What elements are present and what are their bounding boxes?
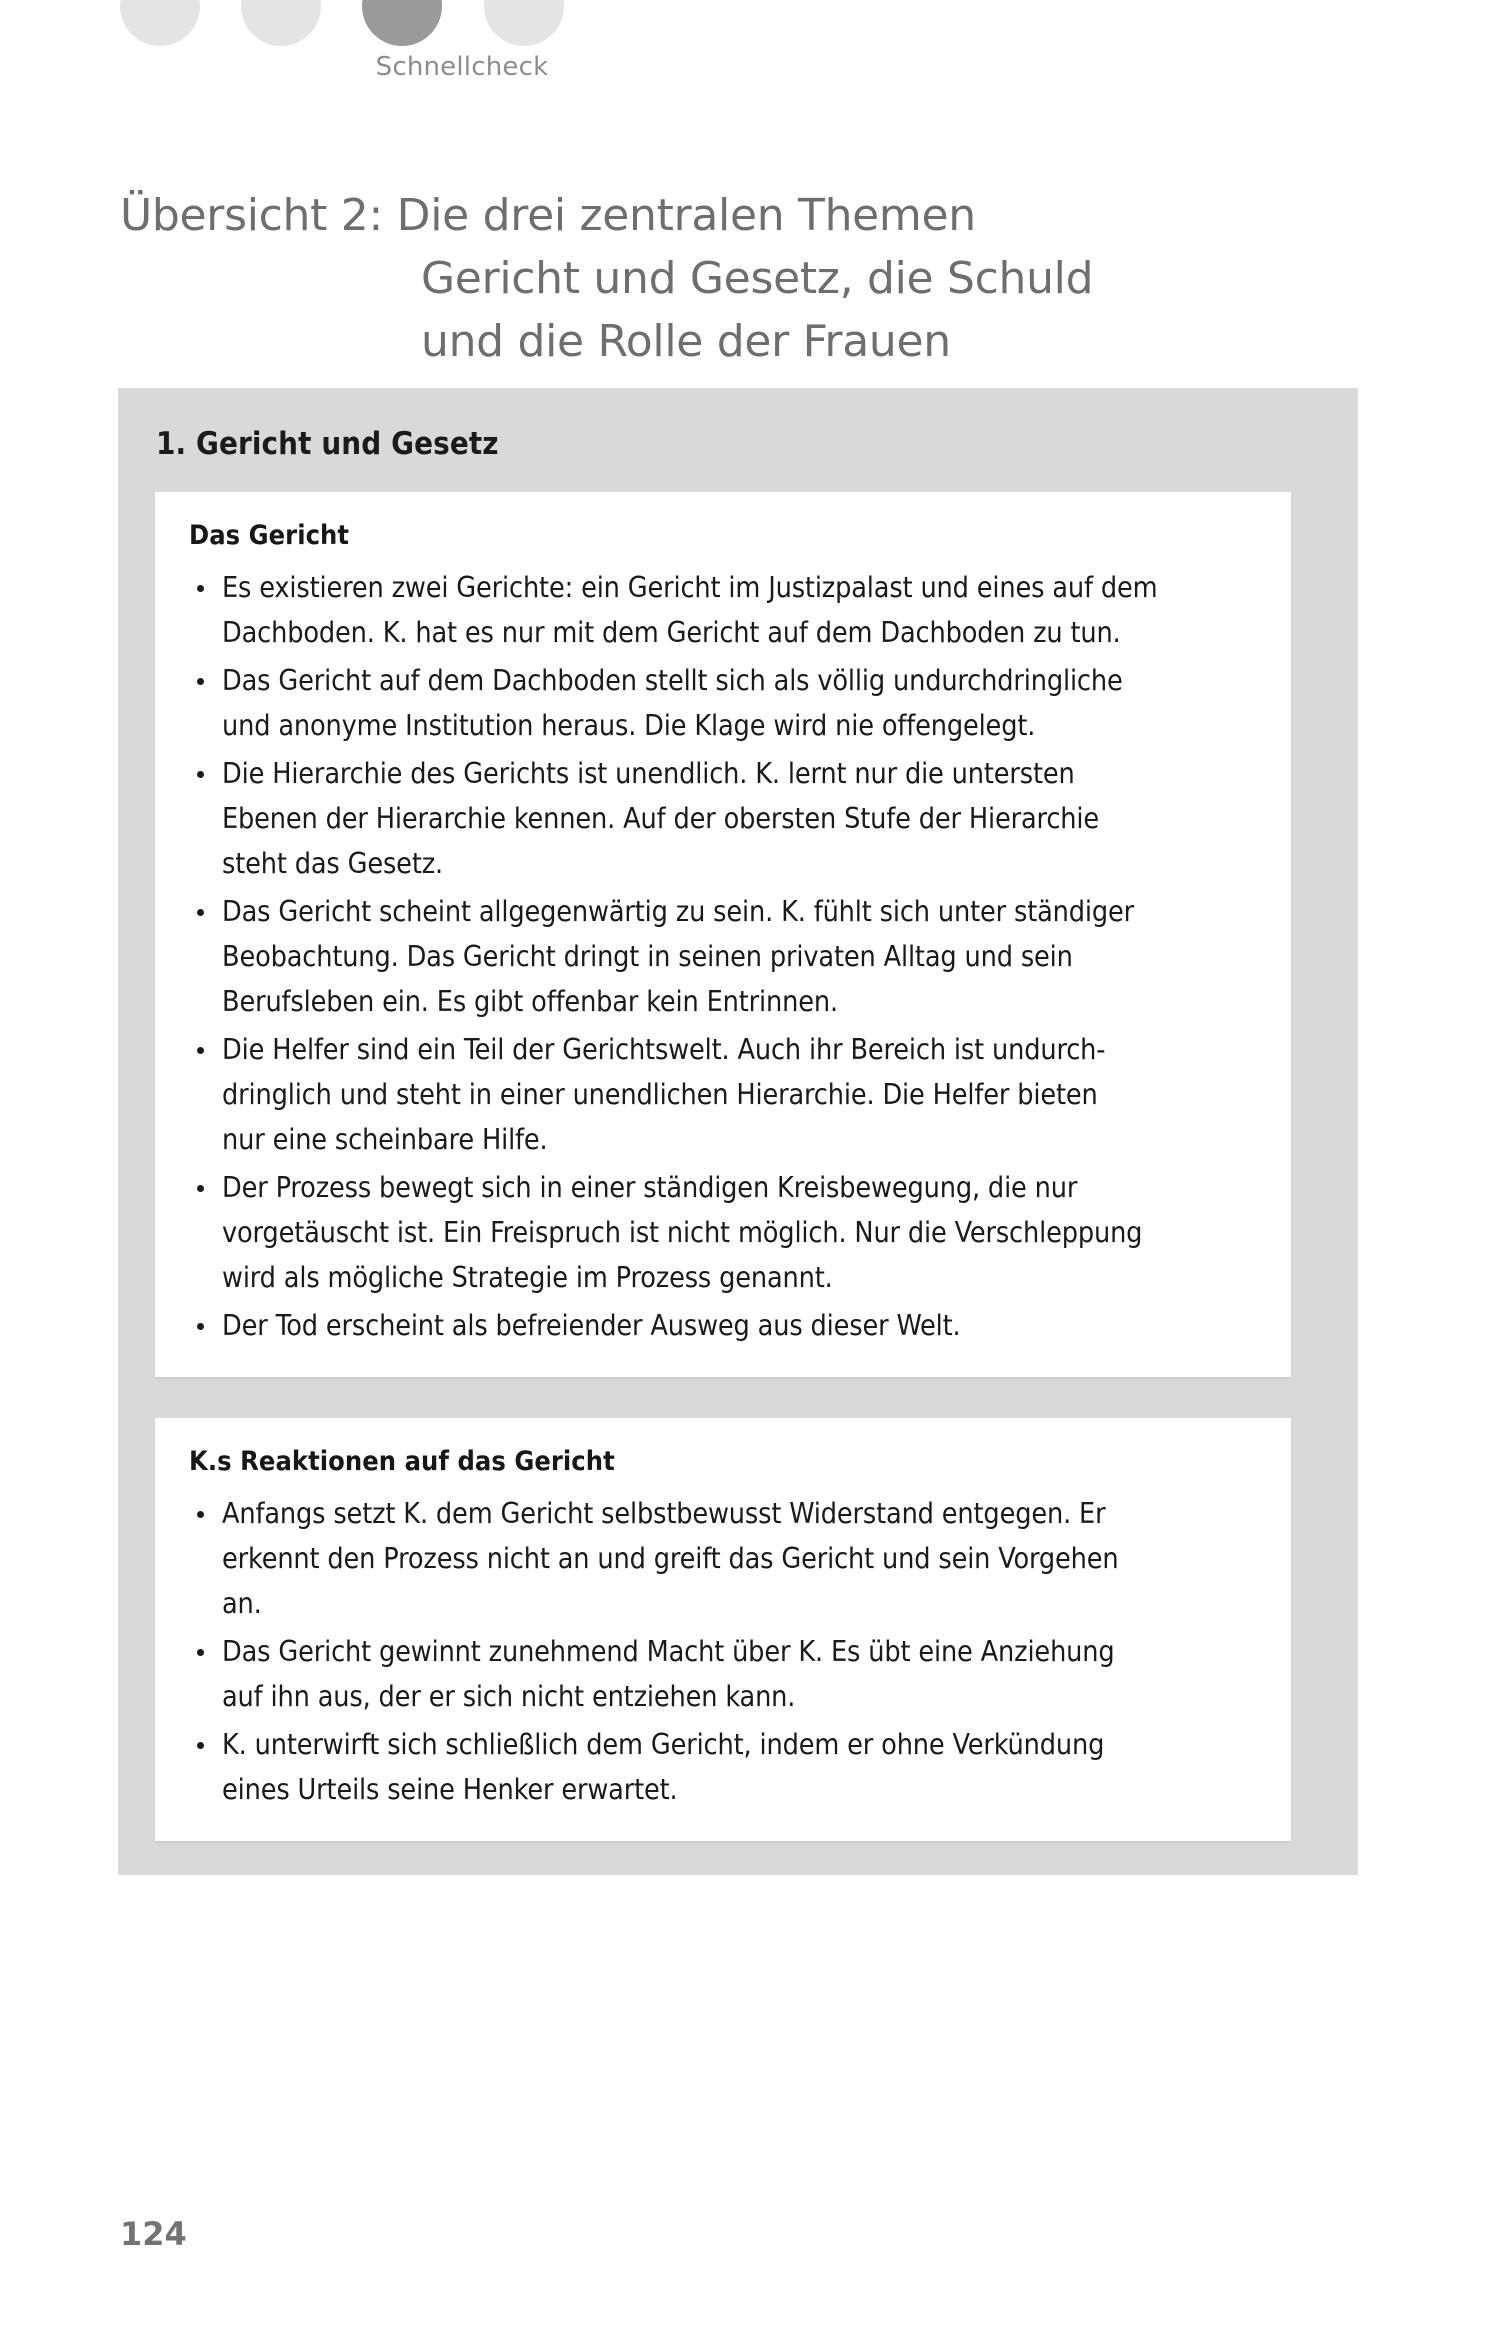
page-number: 124 [120,2215,187,2253]
bullet-line: K. unterwirft sich schließlich dem Gericht, indem er ohne Verkündung [222,1728,1105,1761]
bullet-item [189,889,1257,1024]
bullet-list [189,1491,1257,1812]
bullet-line: Das Gericht scheint allgegenwärtig zu sein. K. fühlt sich unter ständiger [222,895,1135,928]
bullet-line: nur eine scheinbare Hilfe. [222,1123,548,1156]
content-card-ks-reaktionen [155,1418,1291,1841]
bullet-line: Ebenen der Hierarchie kennen. Auf der obersten Stufe der Hierarchie [222,802,1099,835]
bullet-line: eines Urteils seine Henker erwartet. [222,1773,678,1806]
bullet-line: Der Prozess bewegt sich in einer ständigen Kreisbewegung, die nur [222,1171,1078,1204]
bullet-line: wird als mögliche Strategie im Prozess genannt. [222,1261,833,1294]
section-heading: 1. Gericht und Gesetz [156,426,499,462]
bullet-item [189,1722,1257,1812]
bullet-item [189,1491,1257,1626]
bullet-item [189,1165,1257,1300]
card-heading: K.s Reaktionen auf das Gericht [189,1446,615,1477]
bullet-item [189,751,1257,886]
bullet-line: Berufsleben ein. Es gibt offenbar kein Entrinnen. [222,985,838,1018]
page-title-line-1: Übersicht 2: Die drei zentralen Themen [120,190,976,242]
bullet-line: Es existieren zwei Gerichte: ein Gericht im Justizpalast und eines auf dem [222,571,1158,604]
bullet-line: an. [222,1587,262,1620]
card-heading: Das Gericht [189,520,350,551]
tab-dot-1[interactable] [120,0,200,46]
bullet-item [189,1629,1257,1719]
bullet-line: vorgetäuscht ist. Ein Freispruch ist nicht möglich. Nur die Verschleppung [222,1216,1143,1249]
bullet-line: Anfangs setzt K. dem Gericht selbstbewusst Widerstand entgegen. Er [222,1497,1106,1530]
tab-dot-strip [0,0,1500,36]
tab-dot-4[interactable] [484,0,564,46]
bullet-line: Das Gericht gewinnt zunehmend Macht über K. Es übt eine Anziehung [222,1635,1115,1668]
bullet-line: auf ihn aus, der er sich nicht entziehen kann. [222,1680,796,1713]
bullet-item [189,565,1257,655]
tab-dot-3-active[interactable] [362,0,442,46]
bullet-item [189,1303,1257,1348]
bullet-line: Die Helfer sind ein Teil der Gerichtswelt. Auch ihr Bereich ist undurch- [222,1033,1106,1066]
bullet-line: Die Hierarchie des Gerichts ist unendlich. K. lernt nur die untersten [222,757,1075,790]
bullet-line: und anonyme Institution heraus. Die Klage wird nie offengelegt. [222,709,1036,742]
bullet-line: Beobachtung. Das Gericht dringt in seinen privaten Alltag und sein [222,940,1073,973]
bullet-item [189,658,1257,748]
bullet-list [189,565,1257,1348]
bullet-line: Das Gericht auf dem Dachboden stellt sich als völlig undurchdringliche [222,664,1123,697]
page-title-line-2: Gericht und Gesetz, die Schuld [421,253,1094,305]
bullet-line: dringlich und steht in einer unendlichen Hierarchie. Die Helfer bieten [222,1078,1098,1111]
content-card-das-gericht [155,492,1291,1377]
bullet-line: Der Tod erscheint als befreiender Ausweg aus dieser Welt. [222,1309,961,1342]
tab-caption: Schnellcheck [375,52,549,82]
bullet-line: Dachboden. K. hat es nur mit dem Gericht auf dem Dachboden zu tun. [222,616,1121,649]
tab-dot-2[interactable] [241,0,321,46]
bullet-line: steht das Gesetz. [222,847,444,880]
section-panel [118,388,1358,1875]
page-title-line-3: und die Rolle der Frauen [421,316,951,368]
page-title [120,184,1380,373]
bullet-item [189,1027,1257,1162]
bullet-line: erkennt den Prozess nicht an und greift das Gericht und sein Vorgehen [222,1542,1119,1575]
